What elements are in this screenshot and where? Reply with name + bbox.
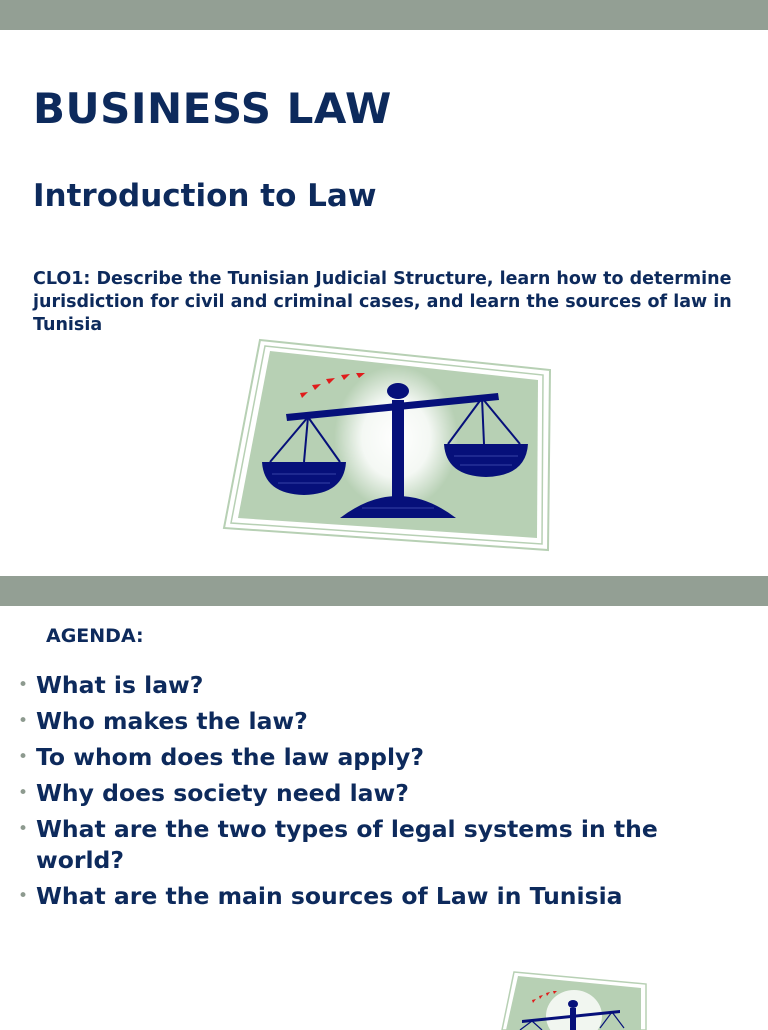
slide-divider-bar	[0, 576, 768, 606]
agenda-list	[18, 670, 738, 917]
bullet-icon: •	[18, 886, 29, 906]
bullet-icon: •	[18, 747, 29, 767]
list-item	[18, 706, 738, 737]
course-learning-outcome: CLO1: Describe the Tunisian Judicial Structure, learn how to determine jurisdiction for civil and criminal cases, and learn the sources of law in Tunisia	[33, 269, 732, 335]
bullet-icon: •	[18, 783, 29, 803]
agenda-item-text: To whom does the law apply?	[36, 743, 424, 771]
bullet-icon: •	[18, 675, 29, 695]
bullet-icon: •	[18, 711, 29, 731]
slide-title: BUSINESS LAW	[33, 84, 392, 133]
scales-of-justice-icon	[222, 338, 554, 554]
agenda-item-text: What are the main sources of Law in Tunisia	[36, 882, 623, 910]
agenda-item-text: What is law?	[36, 671, 204, 699]
list-item	[18, 742, 738, 773]
bullet-icon: •	[18, 819, 29, 839]
agenda-item-text: What are the two types of legal systems in the world?	[36, 815, 658, 874]
list-item	[18, 881, 738, 912]
list-item	[18, 814, 738, 876]
list-item	[18, 670, 738, 701]
slide-subtitle: Introduction to Law	[33, 178, 377, 214]
agenda-item-text: Why does society need law?	[36, 779, 409, 807]
slide-top-bar	[0, 0, 768, 30]
scales-of-justice-icon	[496, 970, 648, 1030]
agenda-heading: AGENDA:	[46, 625, 144, 647]
list-item	[18, 778, 738, 809]
agenda-item-text: Who makes the law?	[36, 707, 308, 735]
